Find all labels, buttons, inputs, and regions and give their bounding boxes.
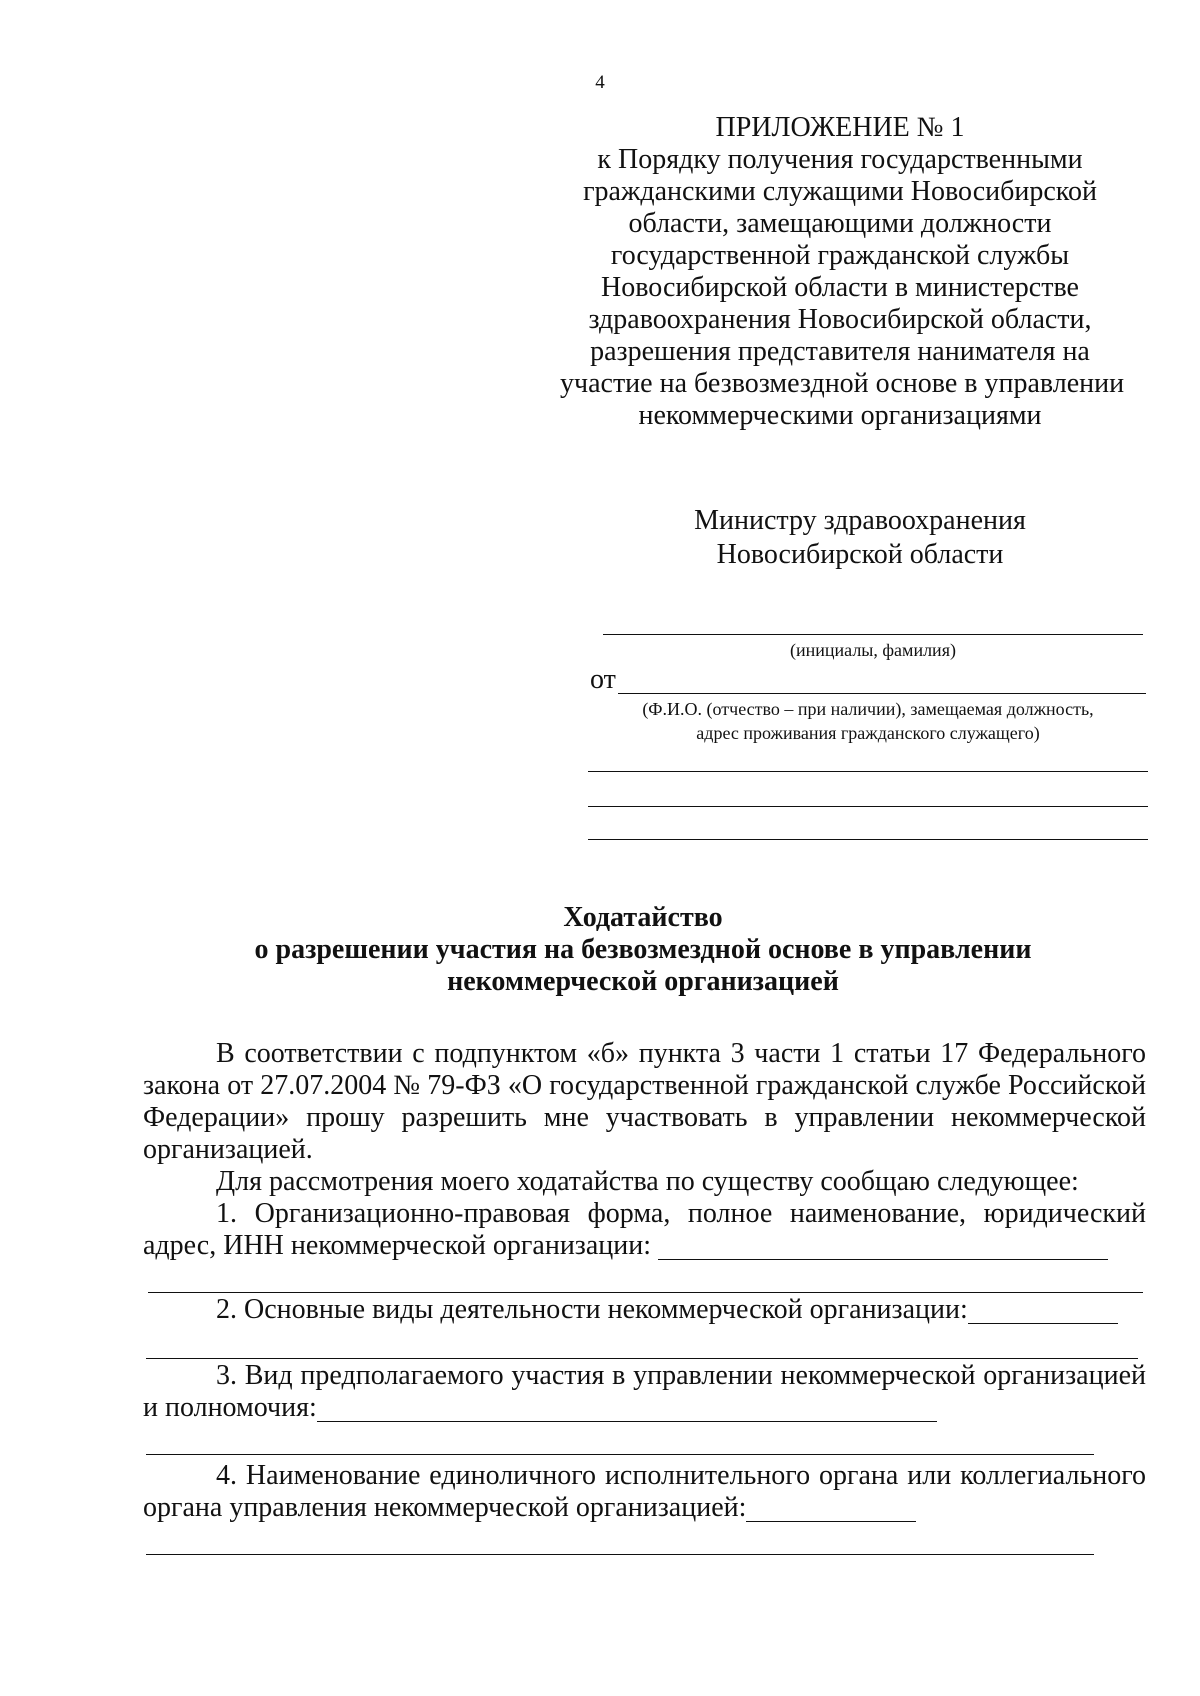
appendix-line: гражданскими служащими Новосибирской (583, 176, 1097, 207)
item-2-field-line-2[interactable] (146, 1358, 1138, 1359)
fio-caption-line2: адрес проживания гражданского служащего) (696, 723, 1040, 743)
item-3 (143, 1360, 1146, 1424)
from-label: от (590, 664, 616, 695)
item-4 (143, 1460, 1146, 1524)
heading-subtitle: некоммерческой организацией (447, 966, 839, 997)
appendix-line: ПРИЛОЖЕНИЕ № 1 (715, 112, 965, 143)
item-2-text: 2. Основные виды деятельности некоммерческой организации: (216, 1294, 968, 1326)
address-field-line[interactable] (588, 771, 1148, 772)
addressee-region: Новосибирской области (716, 539, 1004, 570)
initials-caption: (инициалы, фамилия) (790, 640, 956, 660)
item-3-field-line-2[interactable] (146, 1454, 1094, 1455)
appendix-line: государственной гражданской службы (610, 240, 1070, 271)
item-4-text: 4. Наименование единоличного исполнительного органа или коллегиального органа управления некоммерческой организацией: (143, 1460, 1146, 1524)
item-2-field-line[interactable] (968, 1294, 1118, 1324)
appendix-line: здравоохранения Новосибирской области, (588, 304, 1092, 335)
appendix-line: участие на безвозмездной основе в управлении (560, 368, 1125, 399)
fio-caption-line1: (Ф.И.О. (отчество – при наличии), замещаемая должность, (642, 699, 1094, 719)
item-1 (143, 1198, 1146, 1262)
from-field-line[interactable] (618, 693, 1146, 694)
addressee-block (620, 504, 1100, 572)
appendix-line: некоммерческими организациями (638, 400, 1042, 431)
page-number: 4 (595, 72, 605, 93)
intro-paragraph: В соответствии с подпунктом «б» пункта 3 части 1 статьи 17 Федерального закона от 27.07.2004 № 79-ФЗ «О государственной гражданской службе Российской Федерации» прошу разрешить мне участвовать в управлении некоммерческой организацией. (143, 1038, 1146, 1165)
address-field-line[interactable] (588, 839, 1148, 840)
item-1-text: 1. Организационно-правовая форма, полное наименование, юридический адрес, ИНН некоммерческой организации: (143, 1198, 1146, 1262)
addressee-title: Министру здравоохранения (694, 505, 1026, 536)
appendix-line: разрешения представителя нанимателя на (590, 336, 1090, 367)
heading-subtitle: о разрешении участия на безвозмездной основе в управлении (254, 934, 1032, 965)
lead-paragraph: Для рассмотрения моего ходатайства по существу сообщаю следующее: (216, 1166, 1079, 1197)
appendix-line: области, замещающими должности (628, 208, 1052, 239)
initials-field-line[interactable] (603, 634, 1143, 635)
item-4-field-line[interactable] (746, 1492, 916, 1522)
appendix-header (560, 112, 1125, 432)
document-heading (120, 902, 1166, 998)
appendix-line: Новосибирской области в министерстве (601, 272, 1079, 303)
intro-section (143, 1038, 1146, 1198)
item-4-field-line-2[interactable] (146, 1554, 1094, 1555)
item-3-text: 3. Вид предполагаемого участия в управлении некоммерческой организацией и полномочия: (143, 1360, 1146, 1424)
address-field-line[interactable] (588, 806, 1148, 807)
item-3-field-line[interactable] (317, 1392, 937, 1422)
heading-title: Ходатайство (563, 902, 723, 933)
item-1-field-line[interactable] (658, 1230, 1108, 1260)
item-1-field-line-2[interactable] (148, 1292, 1143, 1293)
item-2 (143, 1294, 1146, 1326)
appendix-line: к Порядку получения государственными (597, 144, 1083, 175)
